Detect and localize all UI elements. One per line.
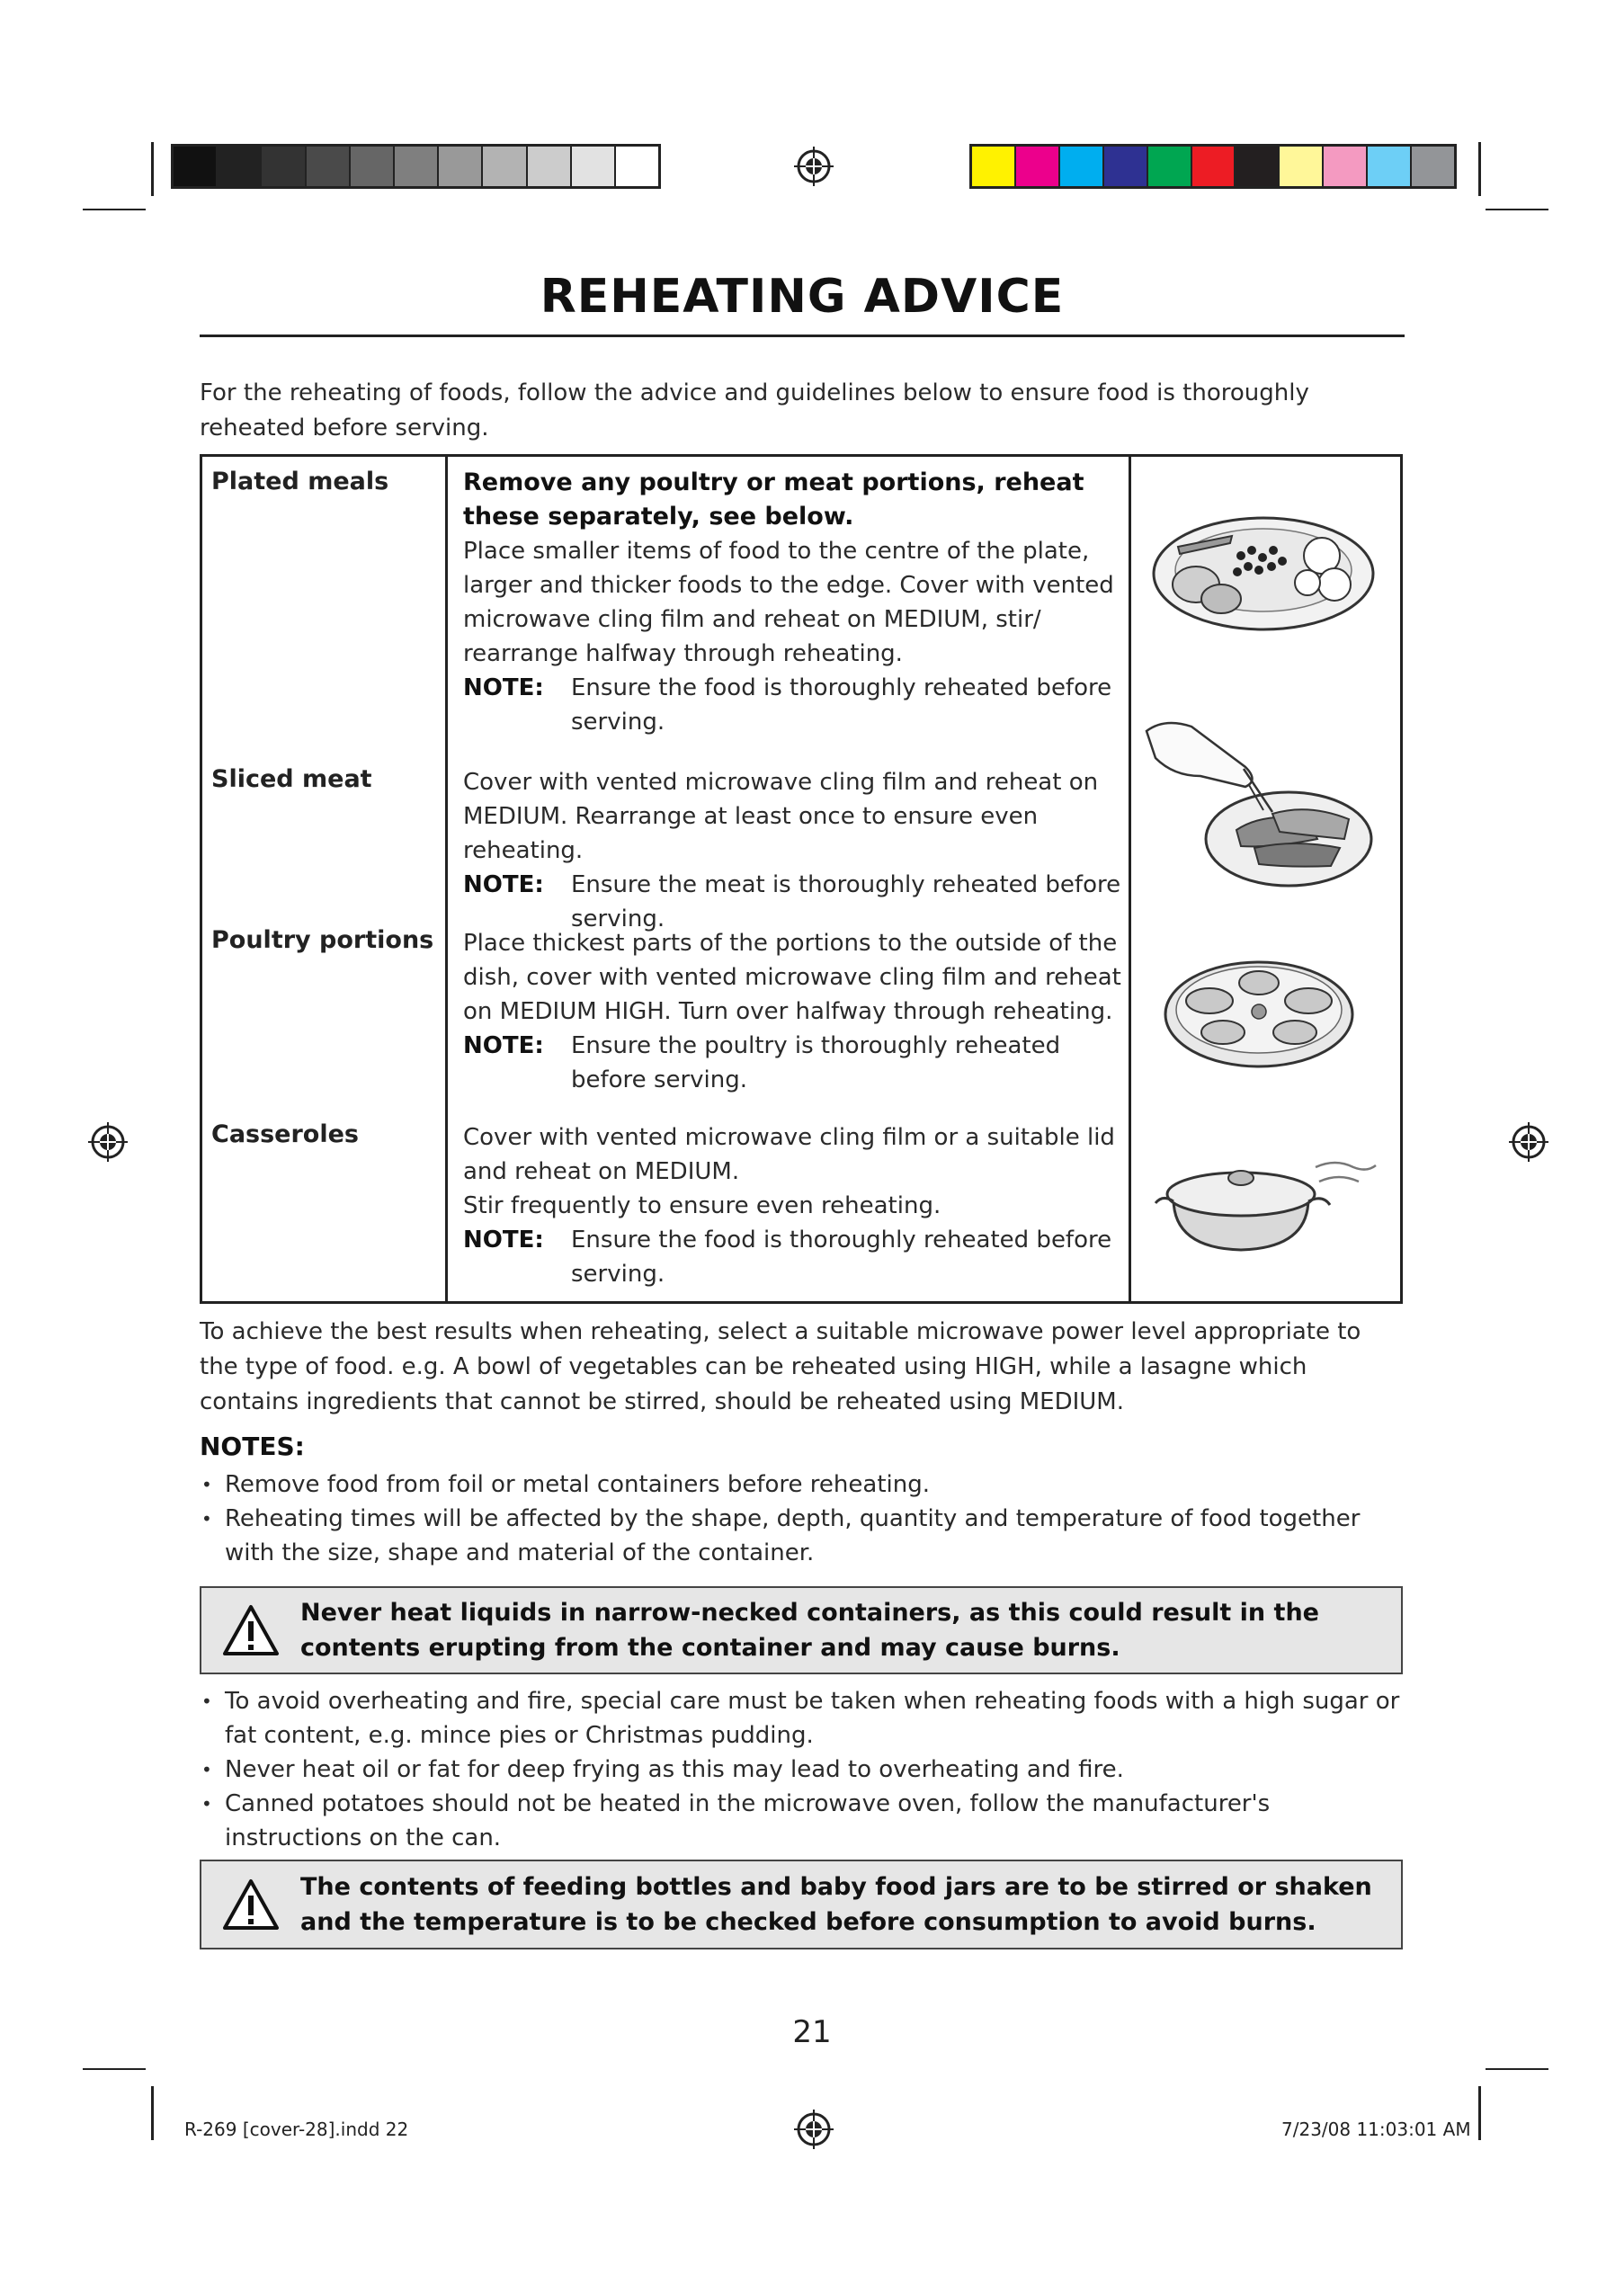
crop-mark <box>151 2086 154 2140</box>
note-label: NOTE: <box>463 1032 544 1059</box>
note-text: Ensure the meat is thoroughly reheated before serving. <box>571 871 1121 932</box>
color-swatch <box>307 147 351 186</box>
color-swatch <box>1236 147 1280 186</box>
category-sliced-meat: Sliced meat <box>211 765 372 793</box>
color-swatch <box>1148 147 1192 186</box>
crop-mark <box>83 209 146 210</box>
registration-mark-icon <box>88 1122 128 1162</box>
casseroles-text-2: Stir frequently to ensure even reheating. <box>463 1192 941 1219</box>
color-swatch <box>972 147 1016 186</box>
color-swatch <box>1368 147 1412 186</box>
warning-box-baby-food <box>200 1860 1403 1949</box>
crop-mark <box>1478 142 1481 196</box>
color-swatch <box>1060 147 1104 186</box>
column-divider <box>445 457 448 1301</box>
color-swatch <box>1192 147 1236 186</box>
color-swatch <box>439 147 483 186</box>
plated-meals-text: Place smaller items of food to the centre of the plate, larger and thicker foods to the edge. Cover with vented microwave cling film and reheat on MEDIUM, stir/ rearrange halfway through reheating. <box>463 538 1114 667</box>
plated-meals-instructions <box>463 466 1124 739</box>
note-label: NOTE: <box>463 1227 544 1253</box>
color-swatch <box>262 147 306 186</box>
color-swatch <box>616 147 658 186</box>
footer-timestamp: 7/23/08 11:03:01 AM <box>1281 2119 1471 2140</box>
poultry-portions-instructions <box>463 926 1129 1097</box>
reheating-table <box>200 454 1403 1304</box>
warning-icon <box>201 1603 300 1657</box>
note-label: NOTE: <box>463 871 544 898</box>
poultry-portions-text: Place thickest parts of the portions to the outside of the dish, cover with vented microwave cling film and reheat on MEDIUM HIGH. Turn over halfway through reheating. <box>463 930 1121 1025</box>
page-title: REHEATING ADVICE <box>540 270 1065 324</box>
registration-mark-icon <box>794 2110 834 2149</box>
warning-text: The contents of feeding bottles and baby food jars are to be stirred or shaken and the temperature is to be checked before consumption to avoid burns. <box>300 1873 1372 1936</box>
casseroles-instructions <box>463 1120 1124 1291</box>
page-number: 21 <box>792 2014 832 2050</box>
grayscale-color-bar <box>171 144 661 189</box>
poultry-portions-icon <box>1156 938 1362 1082</box>
plated-meals-note <box>463 671 1124 739</box>
color-swatch <box>1412 147 1454 186</box>
note-item: • To avoid overheating and fire, special care must be taken when reheating foods with a high sugar or fat content, e.g. mince pies or Christmas pudding. <box>200 1684 1405 1753</box>
process-color-bar <box>969 144 1457 189</box>
notes-list-2 <box>200 1684 1405 1855</box>
crop-mark <box>1478 2086 1481 2140</box>
color-swatch <box>483 147 527 186</box>
note-text: Ensure the food is thoroughly reheated before serving. <box>571 1227 1112 1288</box>
sliced-meat-instructions <box>463 765 1124 936</box>
color-swatch <box>1016 147 1060 186</box>
poultry-portions-note <box>463 1029 1129 1097</box>
notes-list <box>200 1468 1405 1570</box>
note-text: Ensure the food is thoroughly reheated before serving. <box>571 674 1112 736</box>
note-item: • Reheating times will be affected by the shape, depth, quantity and temperature of food together with the size, shape and material of the container. <box>200 1502 1405 1570</box>
color-swatch <box>218 147 262 186</box>
warning-box-liquids <box>200 1586 1403 1674</box>
color-swatch <box>572 147 616 186</box>
intro-text: For the reheating of foods, follow the advice and guidelines below to ensure food is thoroughly reheated before serving. <box>200 379 1309 442</box>
crop-mark <box>1486 209 1548 210</box>
note-item: • Never heat oil or fat for deep frying as this may lead to overheating and fire. <box>200 1753 1405 1787</box>
color-swatch <box>1280 147 1324 186</box>
note-item: • Canned potatoes should not be heated in the microwave oven, follow the manufacturer's instructions on the can. <box>200 1787 1405 1855</box>
plated-meals-lead: Remove any poultry or meat portions, reheat these separately, see below. <box>463 468 1084 531</box>
color-swatch <box>528 147 572 186</box>
category-plated-meals: Plated meals <box>211 468 389 495</box>
color-swatch <box>395 147 439 186</box>
crop-mark <box>83 2068 146 2070</box>
registration-mark-icon <box>794 147 834 186</box>
category-poultry-portions: Poultry portions <box>211 926 434 954</box>
sliced-meat-icon <box>1138 713 1389 902</box>
casseroles-note <box>463 1223 1124 1291</box>
warning-icon <box>201 1878 300 1932</box>
color-swatch <box>1104 147 1148 186</box>
color-swatch <box>351 147 395 186</box>
sliced-meat-text: Cover with vented microwave cling film and reheat on MEDIUM. Rearrange at least once to ensure even reheating. <box>463 769 1099 864</box>
registration-mark-icon <box>1509 1122 1548 1162</box>
note-text: Ensure the poultry is thoroughly reheated before serving. <box>571 1032 1061 1093</box>
category-casseroles: Casseroles <box>211 1120 359 1148</box>
casserole-icon <box>1147 1131 1380 1266</box>
notes-heading: NOTES: <box>200 1432 305 1461</box>
warning-text: Never heat liquids in narrow-necked containers, as this could result in the contents erupting from the container and may cause burns. <box>300 1599 1319 1662</box>
crop-mark <box>151 142 154 196</box>
title-rule <box>200 335 1405 337</box>
note-label: NOTE: <box>463 674 544 701</box>
column-divider <box>1129 457 1131 1301</box>
footer-file-info: R-269 [cover-28].indd 22 <box>184 2119 409 2140</box>
plated-meal-icon <box>1142 484 1385 655</box>
crop-mark <box>1486 2068 1548 2070</box>
casseroles-text: Cover with vented microwave cling film or a suitable lid and reheat on MEDIUM. <box>463 1124 1115 1185</box>
color-swatch <box>174 147 218 186</box>
note-item: • Remove food from foil or metal containers before reheating. <box>200 1468 1405 1502</box>
results-text: To achieve the best results when reheating, select a suitable microwave power level appropriate to the type of food. e.g. A bowl of vegetables can be reheated using HIGH, while a lasagne which contains ingredients that cannot be stirred, should be reheated using MEDIUM. <box>200 1318 1361 1415</box>
color-swatch <box>1324 147 1368 186</box>
